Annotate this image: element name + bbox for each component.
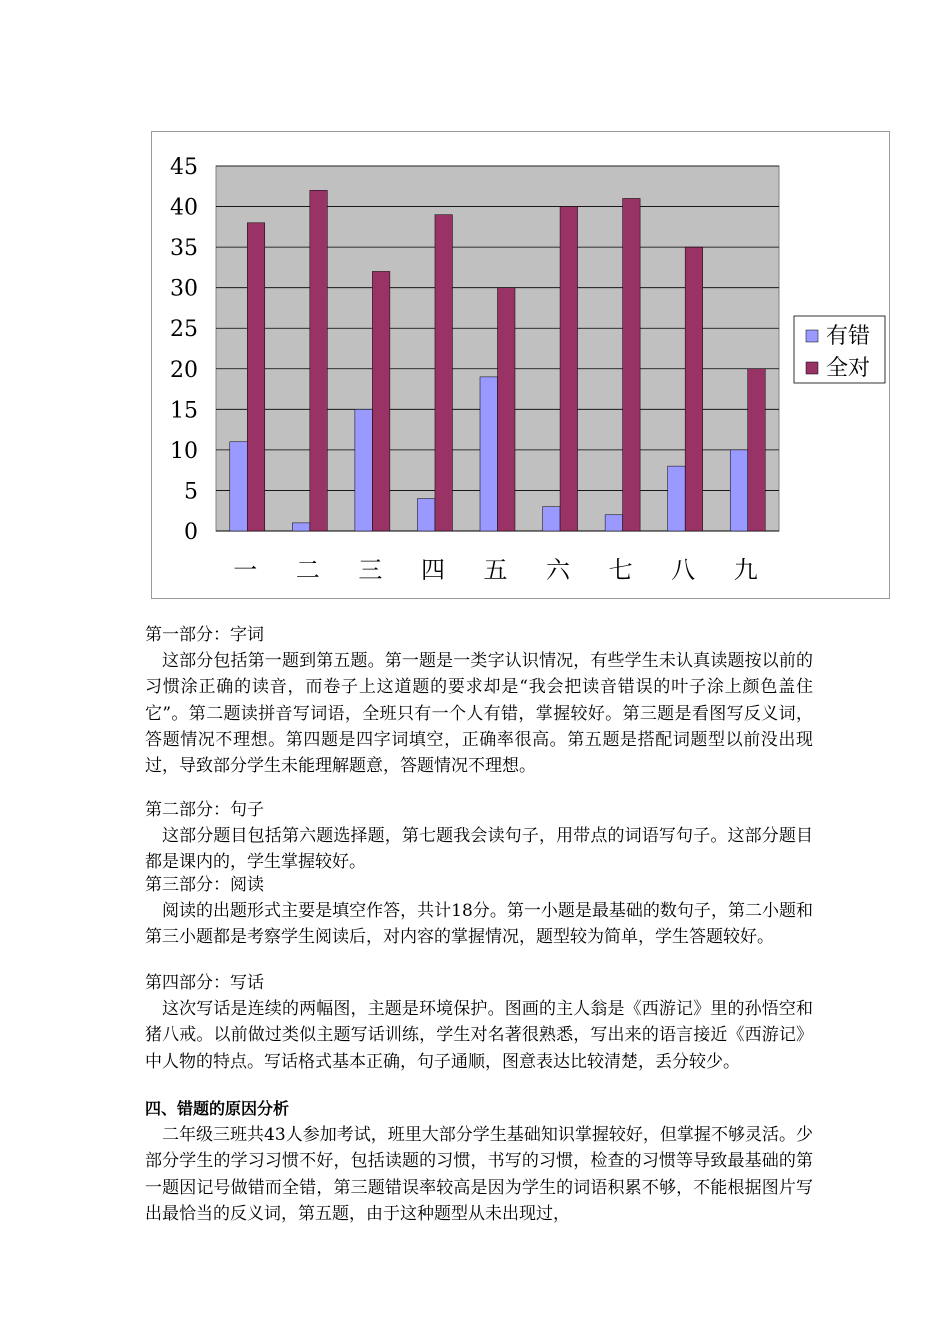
section-body-2: 这部分题目包括第六题选择题，第七题我会读句子，用带点的词语写句子。这部分题目都是课内的，学生掌握较好。 <box>145 826 813 873</box>
bar-correct <box>310 190 328 531</box>
text-block-4 <box>145 970 813 1075</box>
x-tick-label: 九 <box>733 556 758 584</box>
chart-svg <box>152 132 891 600</box>
text-block-3 <box>145 872 813 951</box>
bar-error <box>417 499 435 531</box>
bar-correct <box>435 215 453 531</box>
y-tick-label: 40 <box>170 195 198 221</box>
bar-correct <box>623 198 641 531</box>
legend-label: 全对 <box>826 356 871 381</box>
y-tick-label: 45 <box>170 155 198 180</box>
bar-error <box>730 450 748 531</box>
bar-correct <box>247 223 265 531</box>
y-tick-label: 15 <box>170 398 198 424</box>
y-tick-label: 25 <box>170 317 198 343</box>
section-body-1: 这部分包括第一题到第五题。第一题是一类字认识情况，有些学生未认真读题按以前的习惯涂正确的读音，而卷子上这道题的要求却是“我会把读音错误的叶子涂上颜色盖住它”。第二题读拼音写词语，全班只有一个人有错，掌握较好。第三题是看图写反义词，答题情况不理想。第四题是四字词填空，正确率很高。第五题是搭配词题型以前没出现过，导致部分学生未能理解题意，答题情况不理想。 <box>145 651 813 777</box>
bar-error <box>543 507 561 531</box>
bar-chart <box>151 131 890 599</box>
x-tick-label: 七 <box>608 556 633 584</box>
text-block-1 <box>145 622 813 779</box>
legend-label: 有错 <box>826 324 871 349</box>
y-tick-label: 0 <box>184 520 198 545</box>
x-tick-label: 三 <box>358 556 383 584</box>
y-tick-label: 5 <box>184 479 198 505</box>
x-tick-label: 二 <box>295 556 320 584</box>
text-block-5 <box>145 1096 813 1227</box>
analysis-heading: 四、错题的原因分析 <box>145 1099 290 1118</box>
section-title-3: 第三部分：阅读 <box>145 875 264 895</box>
legend-swatch <box>806 330 818 342</box>
bar-error <box>230 442 248 531</box>
bar-correct <box>748 369 766 531</box>
bar-correct <box>372 271 390 531</box>
bar-error <box>480 377 498 531</box>
section-title-1: 第一部分：字词 <box>145 625 264 645</box>
bar-error <box>292 523 310 531</box>
bar-correct <box>685 247 703 531</box>
bar-error <box>668 466 686 531</box>
analysis-body: 二年级三班共43人参加考试，班里大部分学生基础知识掌握较好，但掌握不够灵活。少部分学生的学习习惯不好，包括读题的习惯，书写的习惯，检查的习惯等导致最基础的第一题因记号做错而全错，第三题错误率较高是因为学生的词语积累不够，不能根据图片写出最恰当的反义词，第五题，由于这种题型从未出现过， <box>145 1125 813 1224</box>
section-title-4: 第四部分：写话 <box>145 973 264 993</box>
bar-error <box>355 409 373 531</box>
section-body-3: 阅读的出题形式主要是填空作答，共计18分。第一小题是最基础的数句子，第二小题和第三小题都是考察学生阅读后，对内容的掌握情况，题型较为简单，学生答题较好。 <box>145 901 813 948</box>
text-block-2 <box>145 797 813 876</box>
y-tick-label: 30 <box>170 276 198 302</box>
x-tick-label: 八 <box>671 556 696 584</box>
x-tick-label: 六 <box>546 556 571 584</box>
section-body-4: 这次写话是连续的两幅图，主题是环境保护。图画的主人翁是《西游记》里的孙悟空和猪八戒。以前做过类似主题写话训练，学生对名著很熟悉，写出来的语言接近《西游记》中人物的特点。写话格式基本正确，句子通顺，图意表达比较清楚，丢分较少。 <box>145 999 813 1072</box>
x-tick-label: 五 <box>483 556 508 584</box>
x-tick-label: 一 <box>233 556 258 584</box>
x-tick-label: 四 <box>420 556 445 584</box>
bar-correct <box>498 288 516 531</box>
section-title-2: 第二部分：句子 <box>145 800 264 820</box>
bar-correct <box>560 207 578 531</box>
y-tick-label: 35 <box>170 236 198 262</box>
bar-error <box>605 515 623 531</box>
y-tick-label: 20 <box>170 357 198 383</box>
legend-swatch <box>806 362 818 374</box>
y-tick-label: 10 <box>170 438 198 464</box>
